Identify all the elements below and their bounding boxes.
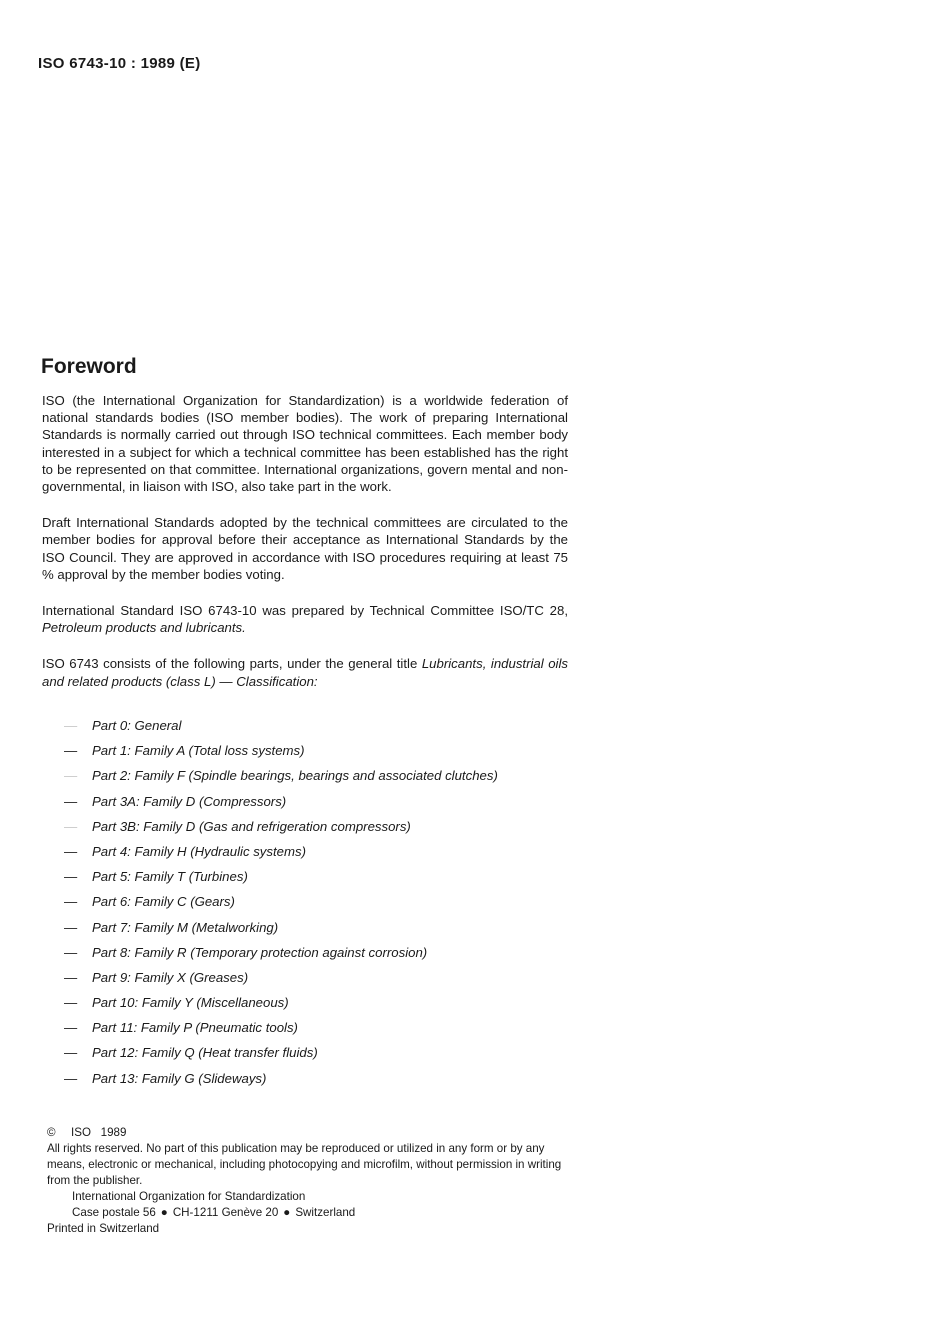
dash-marker: — bbox=[64, 818, 78, 834]
copyright-holder: ISO bbox=[71, 1126, 91, 1139]
parts-list bbox=[64, 716, 498, 1094]
document-id: ISO 6743-10 : 1989 (E) bbox=[38, 55, 201, 72]
list-item bbox=[64, 968, 498, 993]
part-label: Part 5: Family T (Turbines) bbox=[92, 869, 248, 885]
part-label: Part 11: Family P (Pneumatic tools) bbox=[92, 1020, 298, 1036]
part-label: Part 1: Family A (Total loss systems) bbox=[92, 743, 305, 759]
printed-in: Printed in Switzerland bbox=[47, 1222, 160, 1235]
list-item bbox=[64, 766, 498, 791]
part-label: Part 7: Family M (Metalworking) bbox=[92, 919, 279, 935]
dash-marker: — bbox=[64, 969, 78, 985]
paragraph-parts-intro bbox=[42, 655, 568, 689]
part-label: Part 13: Family G (Slideways) bbox=[92, 1070, 267, 1086]
list-item bbox=[64, 993, 498, 1018]
list-item bbox=[64, 1018, 498, 1043]
part-label: Part 0: General bbox=[92, 718, 182, 733]
part-label: Part 3B: Family D (Gas and refrigeration compressors) bbox=[92, 818, 411, 834]
copyright-line bbox=[47, 1125, 577, 1141]
part-label: Part 9: Family X (Greases) bbox=[92, 969, 249, 985]
general-title: Lubricants, industrial oils and related products (class L) — Classification: bbox=[42, 656, 568, 689]
bullet-icon: ● bbox=[283, 1206, 291, 1219]
dash-marker: — bbox=[64, 944, 78, 960]
part-label: Part 6: Family C (Gears) bbox=[92, 894, 235, 910]
list-item bbox=[64, 741, 498, 766]
dash-marker: — bbox=[64, 995, 78, 1011]
dash-marker: — bbox=[64, 919, 78, 935]
list-item bbox=[64, 792, 498, 817]
list-item bbox=[64, 817, 498, 842]
parts-intro-text: ISO 6743 consists of the following parts, under the general title bbox=[42, 656, 418, 672]
dash-marker: — bbox=[64, 1045, 78, 1061]
copyright-block bbox=[47, 1125, 577, 1237]
part-label: Part 4: Family H (Hydraulic systems) bbox=[92, 843, 306, 859]
part-label: Part 12: Family Q (Heat transfer fluids) bbox=[92, 1045, 318, 1061]
organization-name: International Organization for Standardization bbox=[72, 1190, 306, 1203]
dash-marker: — bbox=[64, 768, 78, 784]
dash-marker: — bbox=[64, 1020, 78, 1036]
part-label: Part 2: Family F (Spindle bearings, bearings and associated clutches) bbox=[92, 768, 498, 784]
list-item bbox=[64, 1043, 498, 1068]
foreword-body bbox=[42, 392, 568, 704]
paragraph-prepared-by bbox=[42, 602, 568, 636]
rights-statement: All rights reserved. No part of this publication may be reproduced or utilized in any form or by any means, electronic or mechanical, including photocopying and microfilm, without permission in writing from the publisher. bbox=[47, 1142, 562, 1187]
list-item bbox=[64, 918, 498, 943]
address-country: Switzerland bbox=[295, 1206, 356, 1219]
list-item bbox=[64, 867, 498, 892]
dash-marker: — bbox=[64, 869, 78, 885]
list-item bbox=[64, 943, 498, 968]
part-label: Part 8: Family R (Temporary protection against corrosion) bbox=[92, 944, 428, 960]
paragraph-draft-standards: Draft International Standards adopted by the technical committees are circulated to the member bodies for approval before their acceptance as International Standards by the ISO Council. They are approved in accordance with ISO procedures requiring at least 75 % approval by the member bodies voting. bbox=[42, 515, 568, 582]
copyright-icon: © bbox=[47, 1126, 56, 1139]
dash-marker: — bbox=[64, 718, 78, 733]
list-item bbox=[64, 716, 498, 741]
address-city: CH-1211 Genève 20 bbox=[172, 1206, 279, 1219]
section-title: Foreword bbox=[41, 355, 137, 378]
paragraph-iso-intro: ISO (the International Organization for Standardization) is a worldwide federation of national standards bodies (ISO member bodies). The work of preparing International Standards is normally carried out through ISO technical committees. Each member body interested in a subject for which a technical committee has been established has the right to be represented on that committee. International organizations, govern mental and non-governmental, in liaison with ISO, also take part in the work. bbox=[42, 393, 568, 495]
bullet-icon: ● bbox=[160, 1206, 168, 1219]
list-item bbox=[64, 892, 498, 917]
list-item bbox=[64, 1069, 498, 1094]
prepared-by-text: International Standard ISO 6743-10 was prepared by Technical Committee ISO/TC 28, bbox=[42, 603, 568, 619]
dash-marker: — bbox=[64, 843, 78, 859]
postal-address bbox=[47, 1205, 577, 1221]
dash-marker: — bbox=[64, 894, 78, 910]
dash-marker: — bbox=[64, 793, 78, 809]
committee-title: Petroleum products and lubricants. bbox=[42, 620, 246, 636]
part-label: Part 3A: Family D (Compressors) bbox=[92, 793, 287, 809]
dash-marker: — bbox=[64, 743, 78, 759]
address-postbox: Case postale 56 bbox=[72, 1206, 156, 1219]
dash-marker: — bbox=[64, 1070, 78, 1086]
part-label: Part 10: Family Y (Miscellaneous) bbox=[92, 995, 289, 1011]
list-item bbox=[64, 842, 498, 867]
copyright-year: 1989 bbox=[100, 1126, 127, 1139]
